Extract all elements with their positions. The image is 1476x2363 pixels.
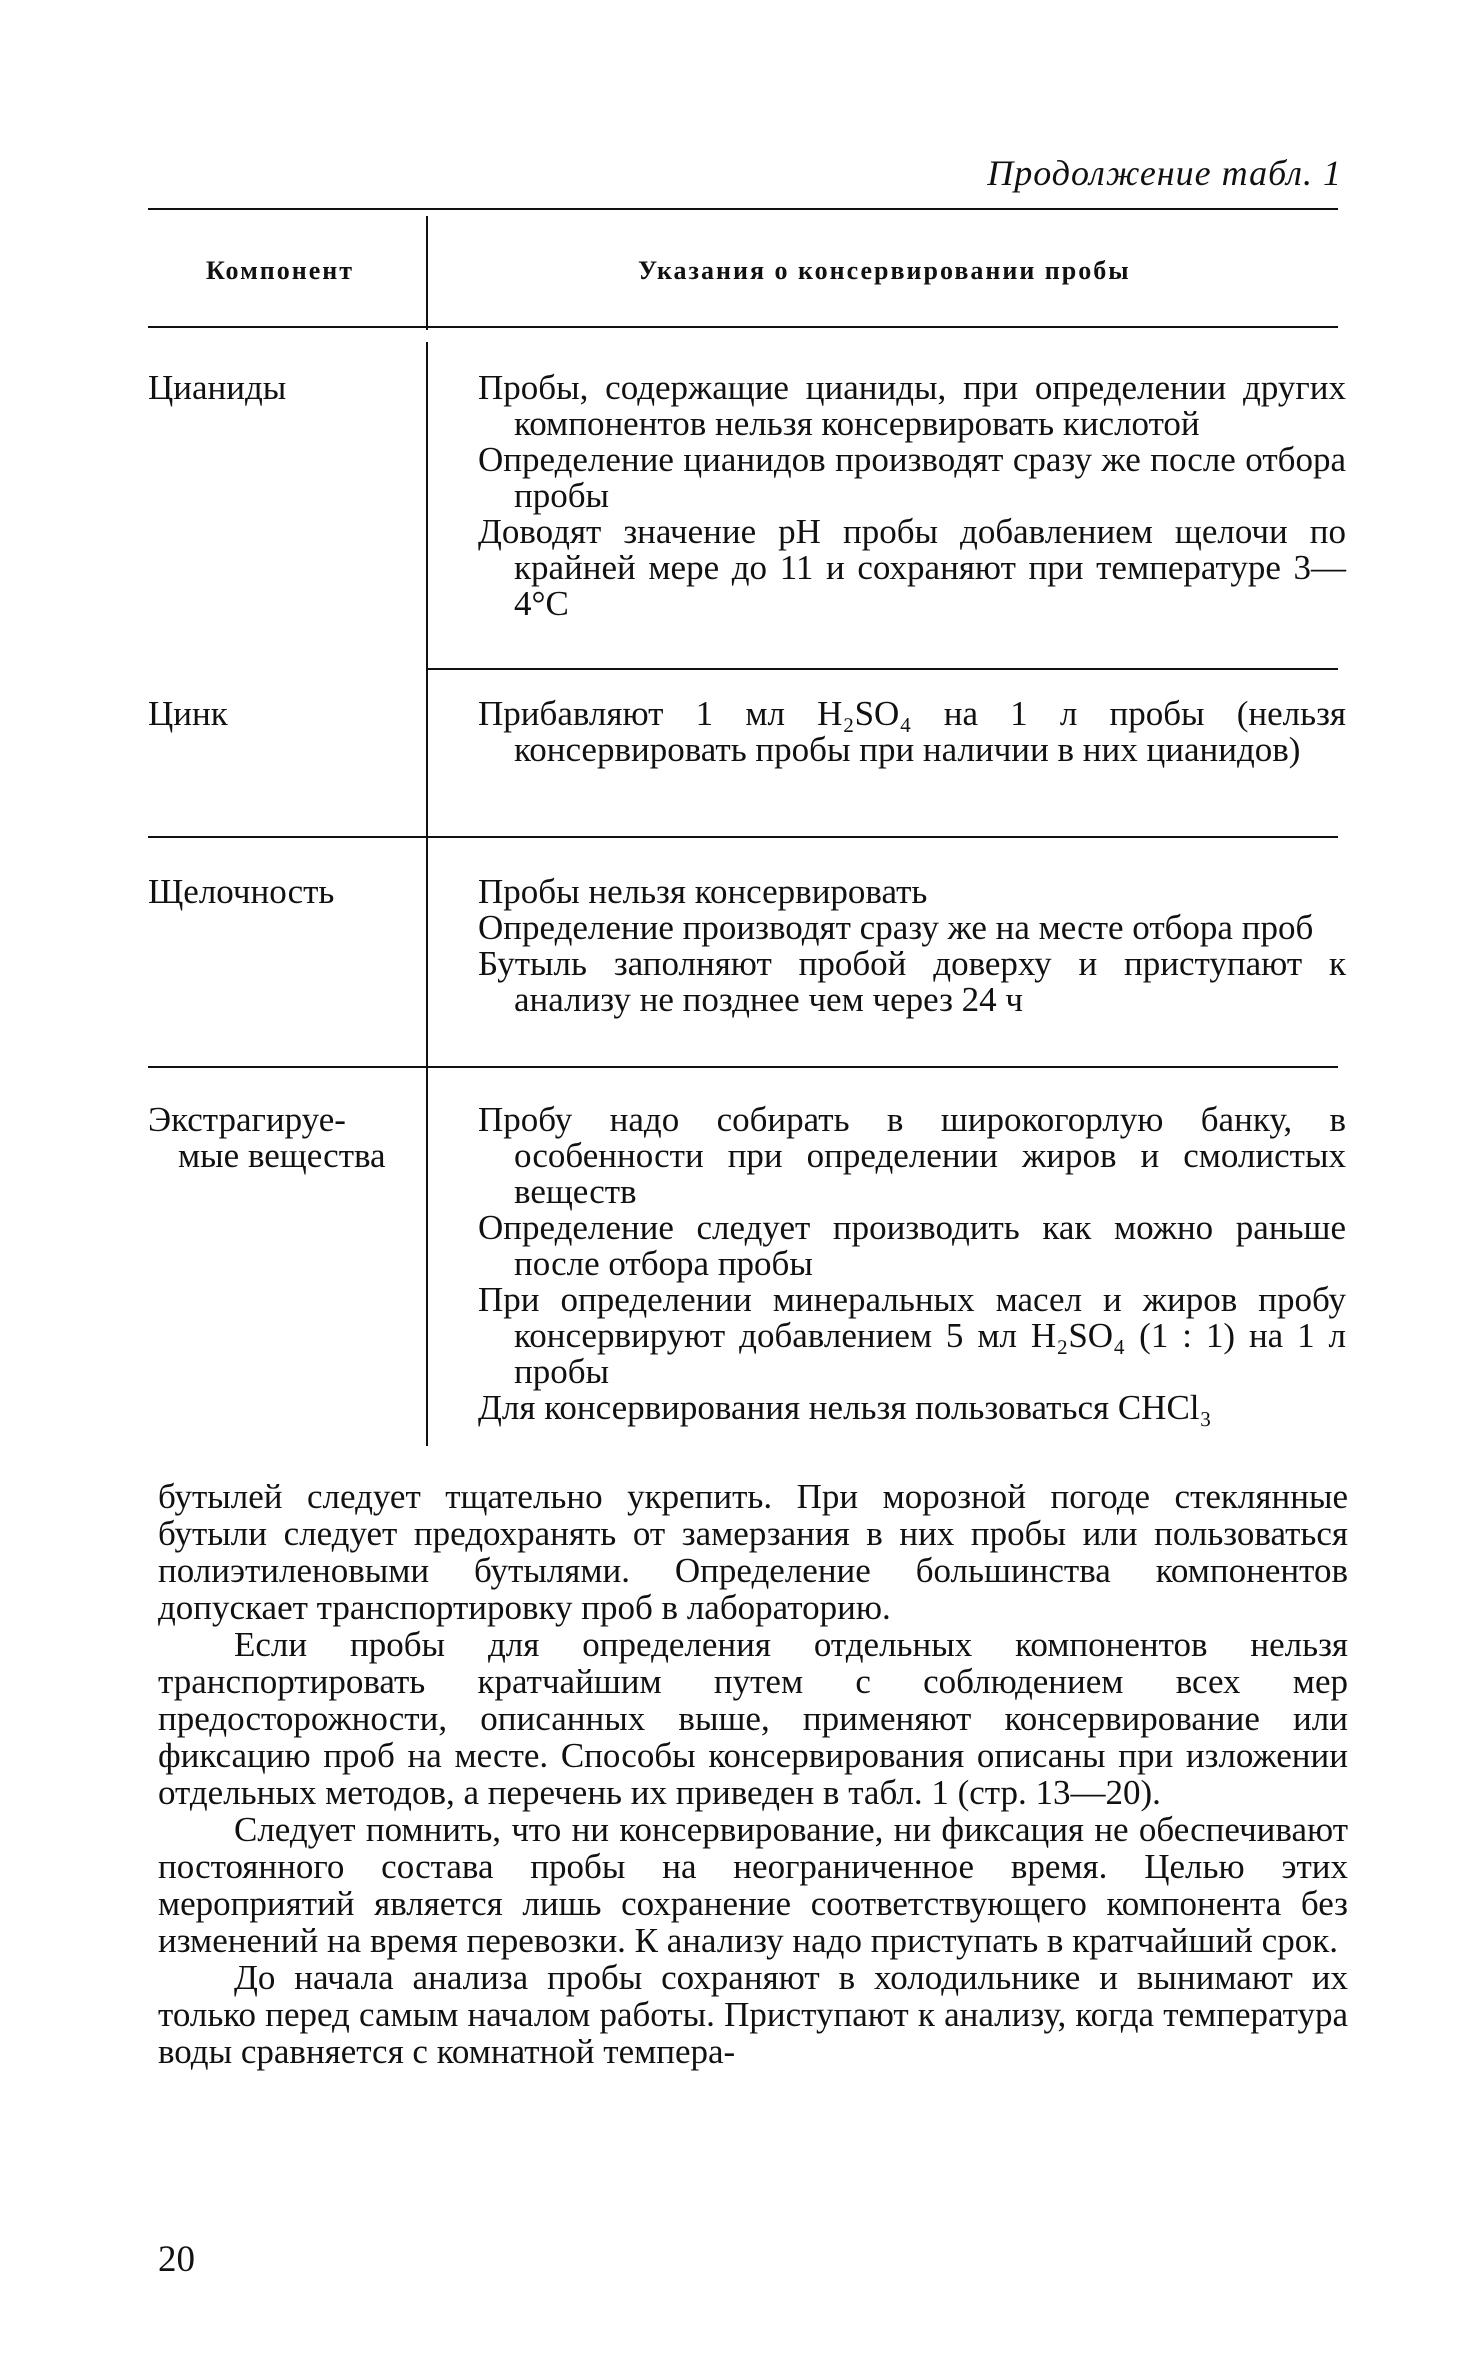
row-notes-cyanides [478, 370, 1346, 622]
note-line: Пробы нельзя консервировать [478, 872, 928, 911]
row-rule [148, 1066, 1338, 1068]
row-divider-extractable [426, 1084, 428, 1446]
paragraph: бутылей следует тщательно укрепить. При морозной погоде стеклянные бутыли следует предохранять от замерзания в них пробы или пользоваться полиэтиленовыми бутылями. Определение большинства компонентов допускает транспортировку проб в лабораторию. [158, 1477, 1348, 1627]
note-line: Определение цианидов производят сразу же после отбора пробы [478, 440, 1346, 515]
note-line: Определение производят сразу же на месте отбора проб [478, 908, 1314, 947]
body-text [158, 1478, 1348, 2070]
header-component: Компонент [206, 256, 355, 285]
note-line: Определение следует производить как можно раньше после отбора пробы [478, 1208, 1346, 1283]
paragraph: До начала анализа пробы сохраняют в холодильнике и вынимают их только перед самым началом работы. Приступают к анализу, когда температура воды сравняется с комнатной темпера- [158, 1958, 1348, 2071]
component-line: Экстрагируе- [148, 1100, 346, 1139]
header-notes: Указания о консервировании пробы [638, 256, 1131, 285]
note-line: Пробы, содержащие цианиды, при определении других компонентов нельзя консервировать кислотой [478, 368, 1346, 443]
page-number: 20 [158, 2239, 195, 2280]
note-line: При определении минеральных масел и жиров пробу консервируют добавлением 5 мл H₂SO₄ (1 : 1) на 1 л пробы [478, 1280, 1346, 1391]
header-rule [148, 326, 1338, 328]
row-rule [148, 836, 1338, 838]
header-divider [426, 216, 428, 330]
table-top-rule [148, 208, 1338, 210]
row-component-cyanides: Цианиды [148, 368, 287, 407]
note-line: Прибавляют 1 мл H₂SO₄ на 1 л пробы (нельзя консервировать пробы при наличии в них цианидов) [478, 694, 1346, 769]
row-rule [428, 668, 1338, 670]
note-line: Для консервирования нельзя пользоваться CHCl₃ [478, 1388, 1212, 1427]
row-component-extractable [148, 1102, 386, 1174]
note-line: Пробу надо собирать в широкогорлую банку, в особенности при определении жиров и смолистых веществ [478, 1100, 1346, 1211]
row-notes-zinc [478, 696, 1346, 768]
note-line: Доводят значение pH пробы добавлением щелочи по крайней мере до 11 и сохраняют при температуре 3—4°С [478, 512, 1346, 623]
note-line: Бутыль заполняют пробой доверху и приступают к анализу не позднее чем через 24 ч [478, 944, 1346, 1019]
component-line: мые вещества [178, 1136, 386, 1175]
table-continuation-caption: Продолжение табл. 1 [987, 153, 1342, 193]
row-component-alkalinity: Щелочность [148, 872, 335, 911]
paragraph: Если пробы для определения отдельных компонентов нельзя транспортировать кратчайшим путем с соблюдением всех мер предосторожности, описанных выше, применяют консервирование или фиксацию проб на месте. Способы консервирования описаны при изложении отдельных методов, а перечень их приведен в табл. 1 (стр. 13—20). [158, 1625, 1348, 1812]
paragraph: Следует помнить, что ни консервирование, ни фиксация не обеспечивают постоянного состава пробы на неограниченное время. Целью этих мероприятий является лишь сохранение соответствующего компонента без изменений на время перевозки. К анализу надо приступать в кратчайший срок. [158, 1810, 1348, 1960]
row-notes-alkalinity [478, 874, 1346, 1018]
row-component-zinc: Цинк [148, 694, 228, 733]
row-notes-extractable [478, 1102, 1346, 1426]
row-divider-cyanides [426, 342, 428, 872]
